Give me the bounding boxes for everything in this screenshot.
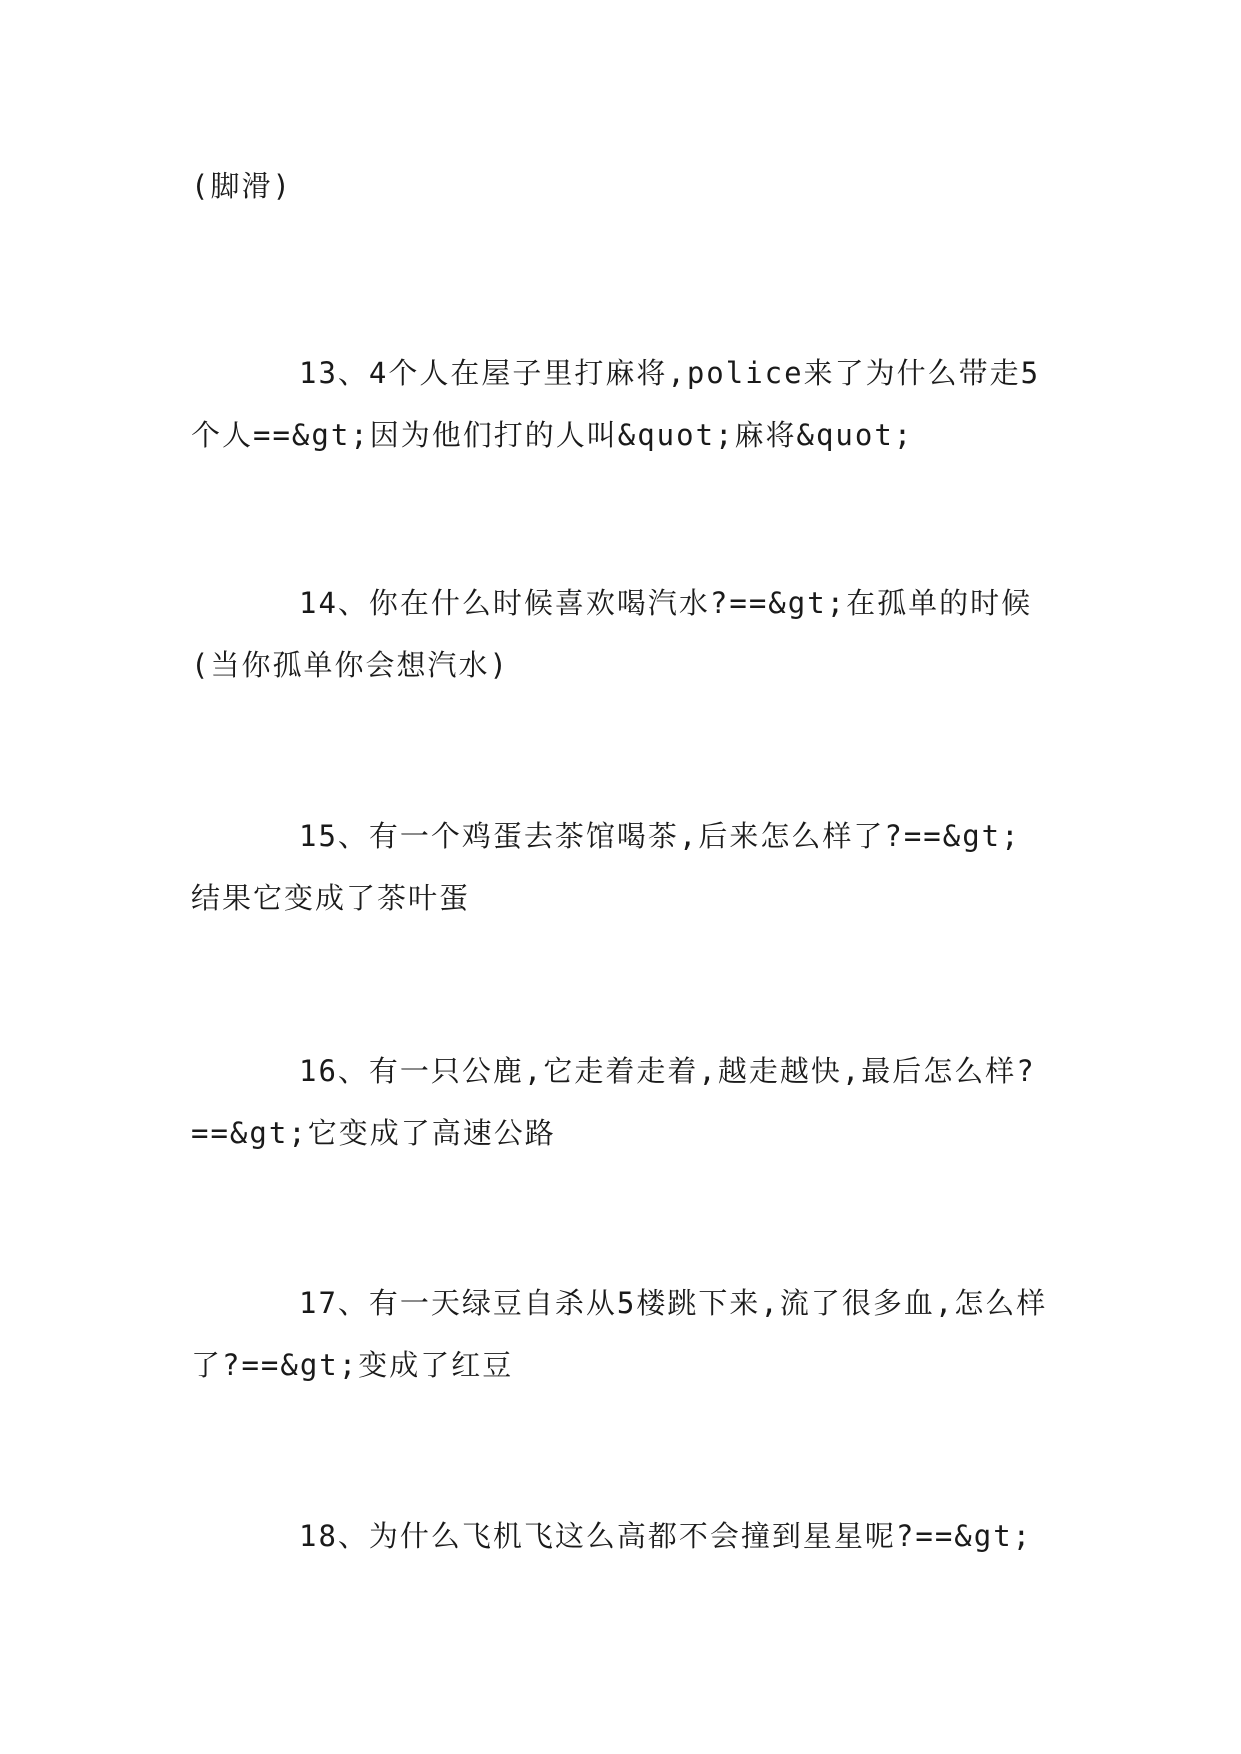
joke-14: 14、你在什么时候喜欢喝汽水?==&gt;在孤单的时候(当你孤单你会想汽水) bbox=[191, 586, 1033, 682]
joke-18: 18、为什么飞机飞这么高都不会撞到星星呢?==&gt; bbox=[299, 1519, 1033, 1553]
paragraph-continuation: (脚滑) bbox=[191, 169, 292, 203]
joke-13: 13、4个人在屋子里打麻将,police来了为什么带走5个人==&gt;因为他们打的人叫&quot;麻将&quot; bbox=[191, 356, 1041, 452]
joke-16: 16、有一只公鹿,它走着走着,越走越快,最后怎么样?==&gt;它变成了高速公路 bbox=[191, 1054, 1036, 1150]
joke-17: 17、有一天绿豆自杀从5楼跳下来,流了很多血,怎么样了?==&gt;变成了红豆 bbox=[191, 1286, 1048, 1382]
joke-15: 15、有一个鸡蛋去茶馆喝茶,后来怎么样了?==&gt;结果它变成了茶叶蛋 bbox=[191, 819, 1021, 915]
